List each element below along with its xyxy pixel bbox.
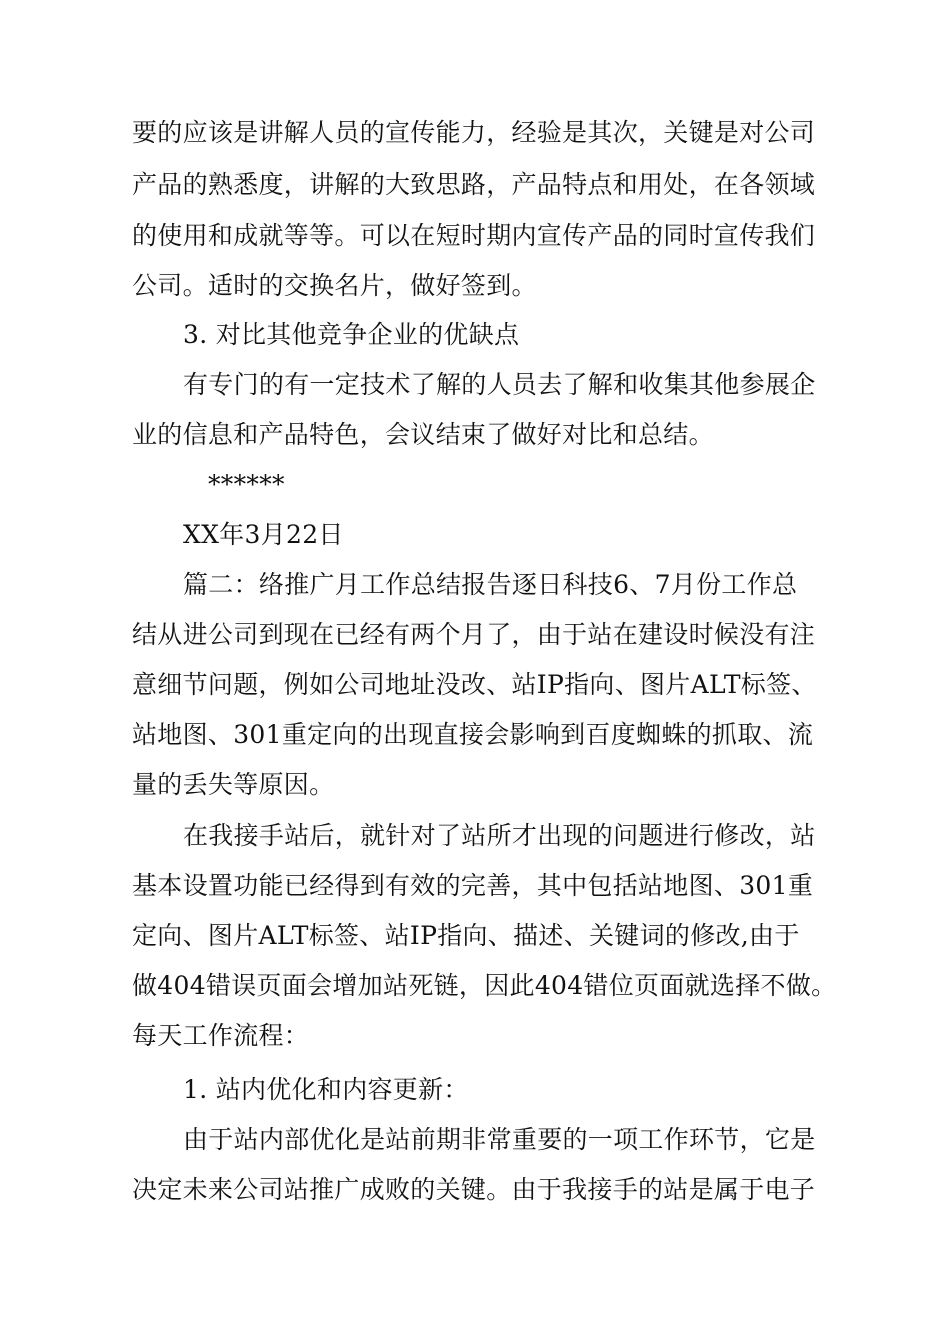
text-line: 要的应该是讲解人员的宣传能力，经验是其次，关键是对公司 (132, 118, 816, 147)
text-line: 的使用和成就等等。可以在短时期内宣传产品的同时宣传我们 (132, 221, 816, 250)
text-line: 基本设置功能已经得到有效的完善，其中包括站地图、301重 (132, 871, 814, 900)
text-line: 结从进公司到现在已经有两个月了，由于站在建设时候没有注 (132, 620, 816, 649)
section-heading: 1. 站内优化和内容更新： (183, 1075, 469, 1104)
text-line: 量的丢失等原因。 (132, 770, 335, 799)
text-line: 篇二：络推广月工作总结报告逐日科技6、7月份工作总 (183, 570, 798, 599)
separator-stars: ****** (208, 470, 285, 499)
text-line: 每天工作流程： (132, 1021, 310, 1050)
text-line: 决定未来公司站推广成败的关键。由于我接手的站是属于电子 (132, 1175, 816, 1204)
section-heading: 3. 对比其他竞争企业的优缺点 (183, 320, 520, 349)
date-line: XX年3月22日 (183, 520, 344, 549)
text-line: 在我接手站后，就针对了站所才出现的问题进行修改，站 (183, 821, 816, 850)
text-line: 公司。适时的交换名片，做好签到。 (132, 271, 537, 300)
text-line: 定向、图片ALT标签、站IP指向、描述、关键词的修改,由于 (132, 921, 800, 950)
text-line: 业的信息和产品特色，会议结束了做好对比和总结。 (132, 420, 714, 449)
text-line: 有专门的有一定技术了解的人员去了解和收集其他参展企 (183, 370, 816, 399)
text-line: 站地图、301重定向的出现直接会影响到百度蜘蛛的抓取、流 (132, 720, 814, 749)
text-line: 由于站内部优化是站前期非常重要的一项工作环节，它是 (183, 1125, 816, 1154)
text-line: 做404错误页面会增加站死链，因此404错位页面就选择不做。 (132, 971, 837, 1000)
text-line: 产品的熟悉度，讲解的大致思路，产品特点和用处，在各领域 (132, 170, 816, 199)
text-line: 意细节问题，例如公司地址没改、站IP指向、图片ALT标签、 (132, 670, 817, 699)
